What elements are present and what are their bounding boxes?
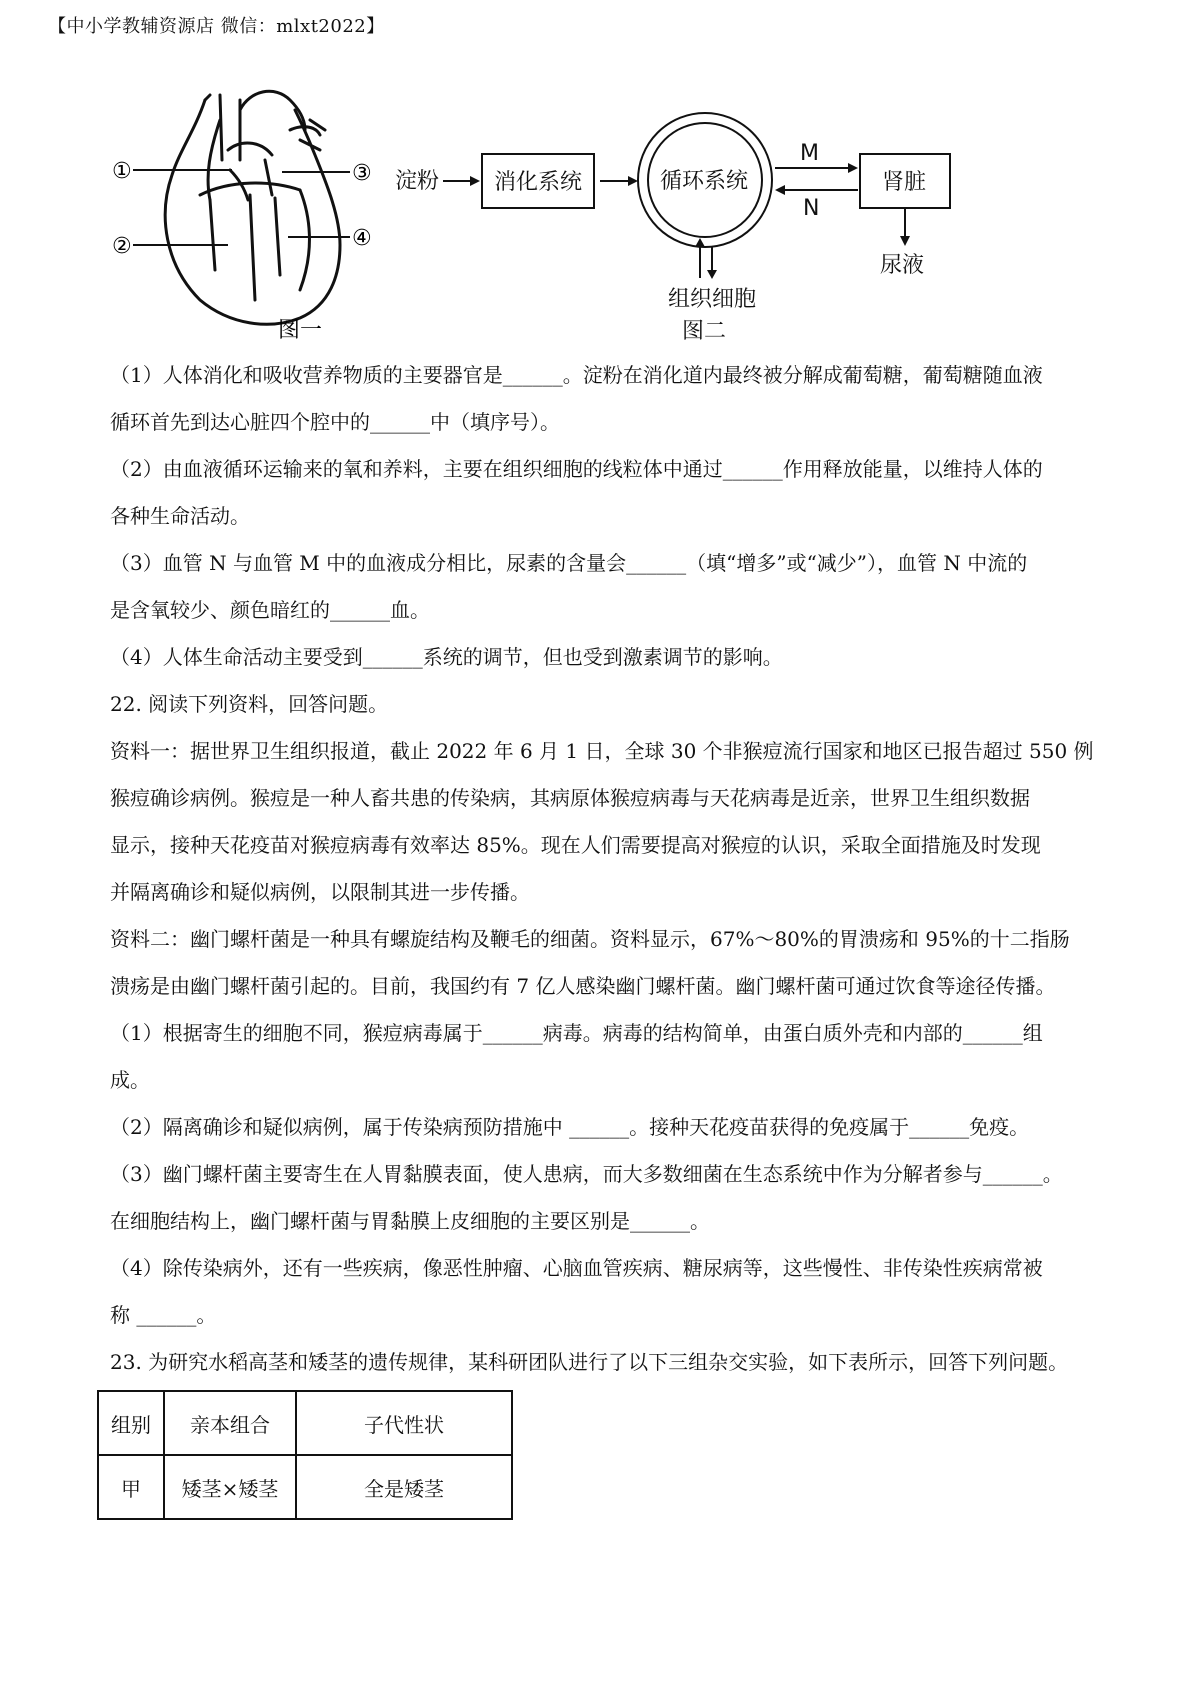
label-1: ①: [112, 159, 132, 184]
figure1-caption: 图一: [278, 318, 323, 343]
vessel-m-label: M: [800, 141, 819, 166]
paragraph-line: 在细胞结构上，幽门螺杆菌与胃黏膜上皮细胞的主要区别是______。: [110, 1209, 710, 1233]
paragraph-line: （3）血管 N 与血管 M 中的血液成分相比，尿素的含量会______（填“增多”或“减少”），血管 N 中流的: [110, 551, 1028, 575]
paragraph-line: 并隔离确诊和疑似病例，以限制其进一步传播。: [110, 880, 530, 904]
figures: [0, 0, 1200, 350]
table-header-cell: 亲本组合: [164, 1391, 296, 1455]
paragraph-line: 循环首先到达心脏四个腔中的______中（填序号）。: [110, 410, 560, 434]
paragraph-line: 各种生命活动。: [110, 504, 250, 528]
digestive-system-box: 消化系统: [494, 170, 583, 195]
paragraph-line: 资料一：据世界卫生组织报道，截止 2022 年 6 月 1 日，全球 30 个非猴痘流行国家和地区已报告超过 550 例: [110, 739, 1094, 763]
label-4: ④: [352, 226, 372, 251]
paragraph-line: （1）根据寄生的细胞不同，猴痘病毒属于______病毒。病毒的结构简单，由蛋白质外壳和内部的______组: [110, 1021, 1043, 1045]
page-header: 【中小学教辅资源店 微信：mlxt2022】: [48, 16, 385, 37]
paragraph-line: （1）人体消化和吸收营养物质的主要器官是______。淀粉在消化道内最终被分解成葡萄糖，葡萄糖随血液: [110, 363, 1043, 387]
cross-experiment-table: [97, 1390, 513, 1520]
table-row: [98, 1455, 512, 1519]
circulation-diagram: [395, 113, 950, 344]
paragraph-line: 显示，接种天花疫苗对猴痘病毒有效率达 85%。现在人们需要提高对猴痘的认识，采取全面措施及时发现: [110, 833, 1041, 857]
paragraph-line: 溃疡是由幽门螺杆菌引起的。目前，我国约有 7 亿人感染幽门螺杆菌。幽门螺杆菌可通过饮食等途径传播。: [110, 974, 1056, 998]
paragraph-line: 成。: [110, 1068, 150, 1092]
table-cell: 全是矮茎: [296, 1455, 512, 1519]
question-heading: 22. 阅读下列资料，回答问题。: [110, 692, 389, 716]
vessel-n-label: N: [803, 196, 820, 221]
table-cell: 矮茎×矮茎: [164, 1455, 296, 1519]
label-3: ③: [352, 161, 372, 186]
paragraph-line: （4）人体生命活动主要受到______系统的调节，但也受到激素调节的影响。: [110, 645, 783, 669]
question-text: [110, 352, 1110, 1386]
paragraph-line: （2）由血液循环运输来的氧和养料，主要在组织细胞的线粒体中通过______作用释放能量，以维持人体的: [110, 457, 1043, 481]
question-heading: 23. 为研究水稻高茎和矮茎的遗传规律，某科研团队进行了以下三组杂交实验，如下表所示，回答下列问题。: [110, 1350, 1069, 1374]
paragraph-line: 称 ______。: [110, 1303, 217, 1327]
paragraph-line: （2）隔离确诊和疑似病例，属于传染病预防措施中 ______。接种天花疫苗获得的免疫属于______免疫。: [110, 1115, 1030, 1139]
heart-diagram: [165, 91, 340, 324]
circulatory-system-label: 循环系统: [660, 169, 749, 194]
table-header-row: [98, 1391, 512, 1455]
starch-label: 淀粉: [395, 169, 440, 194]
urine-label: 尿液: [880, 253, 925, 278]
paragraph-line: （4）除传染病外，还有一些疾病，像恶性肿瘤、心脑血管疾病、糖尿病等，这些慢性、非传染性疾病常被: [110, 1256, 1043, 1280]
paragraph-line: （3）幽门螺杆菌主要寄生在人胃黏膜表面，使人患病，而大多数细菌在生态系统中作为分解者参与______。: [110, 1162, 1063, 1186]
figure2-caption: 图二: [682, 319, 727, 344]
paragraph-line: 资料二：幽门螺杆菌是一种具有螺旋结构及鞭毛的细菌。资料显示，67%～80%的胃溃疡和 95%的十二指肠: [110, 927, 1070, 951]
table-header-cell: 组别: [98, 1391, 164, 1455]
label-2: ②: [112, 234, 132, 259]
kidney-box: 肾脏: [882, 170, 927, 195]
paragraph-line: 猴痘确诊病例。猴痘是一种人畜共患的传染病，其病原体猴痘病毒与天花病毒是近亲，世界卫生组织数据: [110, 786, 1030, 810]
tissue-cells-label: 组织细胞: [668, 287, 757, 312]
paragraph-line: 是含氧较少、颜色暗红的______血。: [110, 598, 430, 622]
table-cell: 甲: [98, 1455, 164, 1519]
table-header-cell: 子代性状: [296, 1391, 512, 1455]
